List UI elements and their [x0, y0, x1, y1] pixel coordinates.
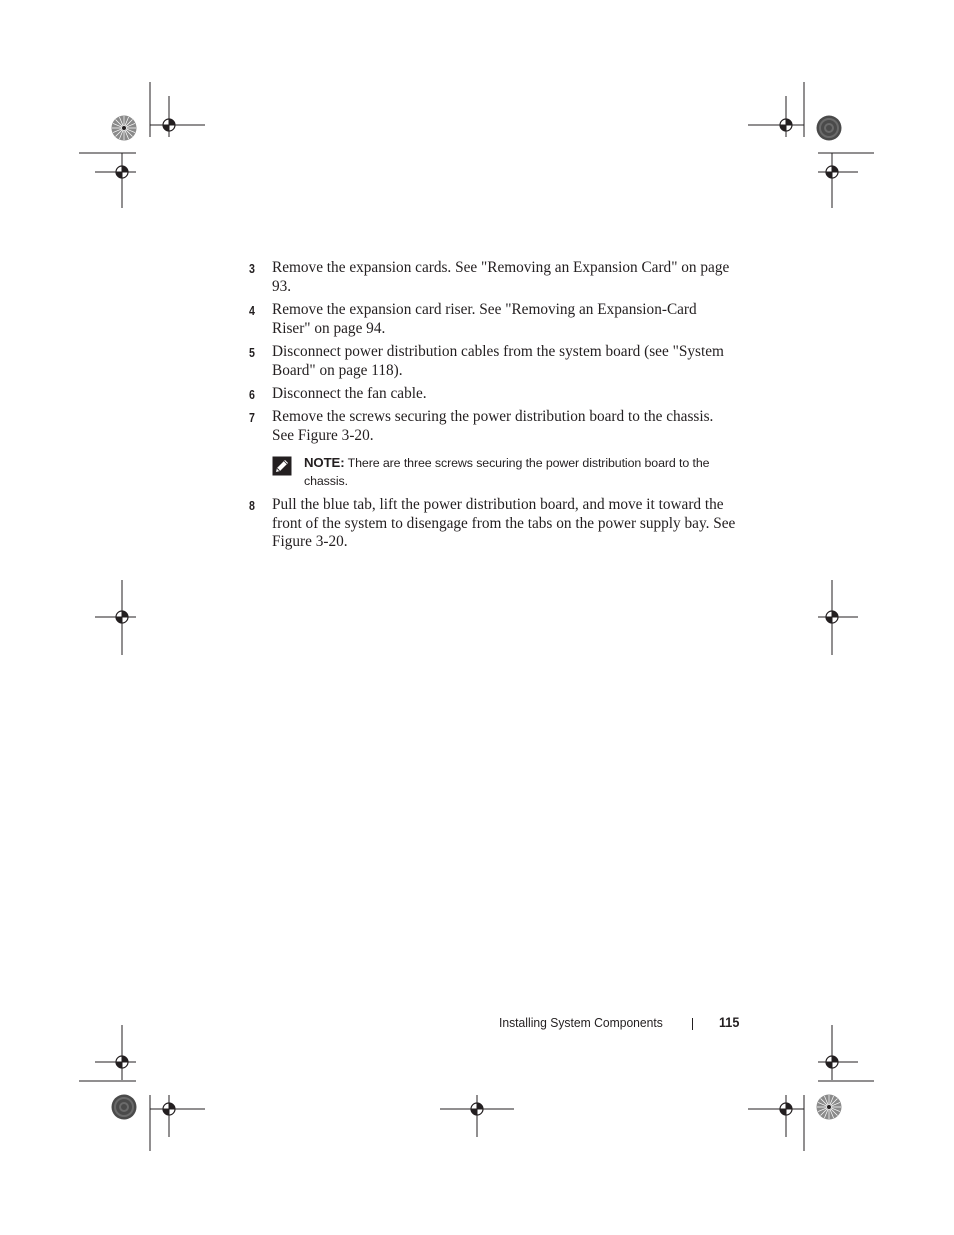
note-pencil-icon	[272, 456, 292, 481]
step-text: Pull the blue tab, lift the power distribution board, and move it toward the front of the system to disengage from the tabs on the power supply bay. See Figure 3-20.	[272, 496, 736, 550]
procedure-step	[249, 496, 749, 552]
procedure-step	[249, 259, 749, 296]
page-number: 115	[719, 1014, 740, 1030]
note-body	[304, 454, 742, 490]
note-text: There are three screws securing the power distribution board to the chassis.	[304, 456, 710, 488]
step-number: 6	[249, 388, 255, 402]
step-number: 8	[249, 499, 255, 513]
step-number: 7	[249, 411, 255, 425]
step-text: Remove the expansion card riser. See "Removing an Expansion-Card Riser" on page 94.	[272, 301, 697, 337]
step-text: Remove the expansion cards. See "Removing an Expansion Card" on page 93.	[272, 259, 730, 295]
step-number: 5	[249, 346, 255, 360]
footer-divider	[692, 1018, 693, 1030]
step-text: Disconnect power distribution cables from the system board (see "System Board" on page 118).	[272, 343, 724, 379]
procedure-step	[249, 343, 749, 380]
step-text: Disconnect the fan cable.	[272, 385, 427, 402]
procedure-step	[249, 408, 749, 445]
note-label: NOTE:	[304, 455, 345, 470]
footer-section-title: Installing System Components	[499, 1015, 663, 1030]
procedure-step	[249, 385, 749, 404]
procedure-step	[249, 301, 749, 338]
step-text: Remove the screws securing the power distribution board to the chassis. See Figure 3-20.	[272, 408, 714, 444]
step-number: 3	[249, 262, 255, 276]
note-callout	[272, 454, 742, 490]
step-number: 4	[249, 304, 255, 318]
